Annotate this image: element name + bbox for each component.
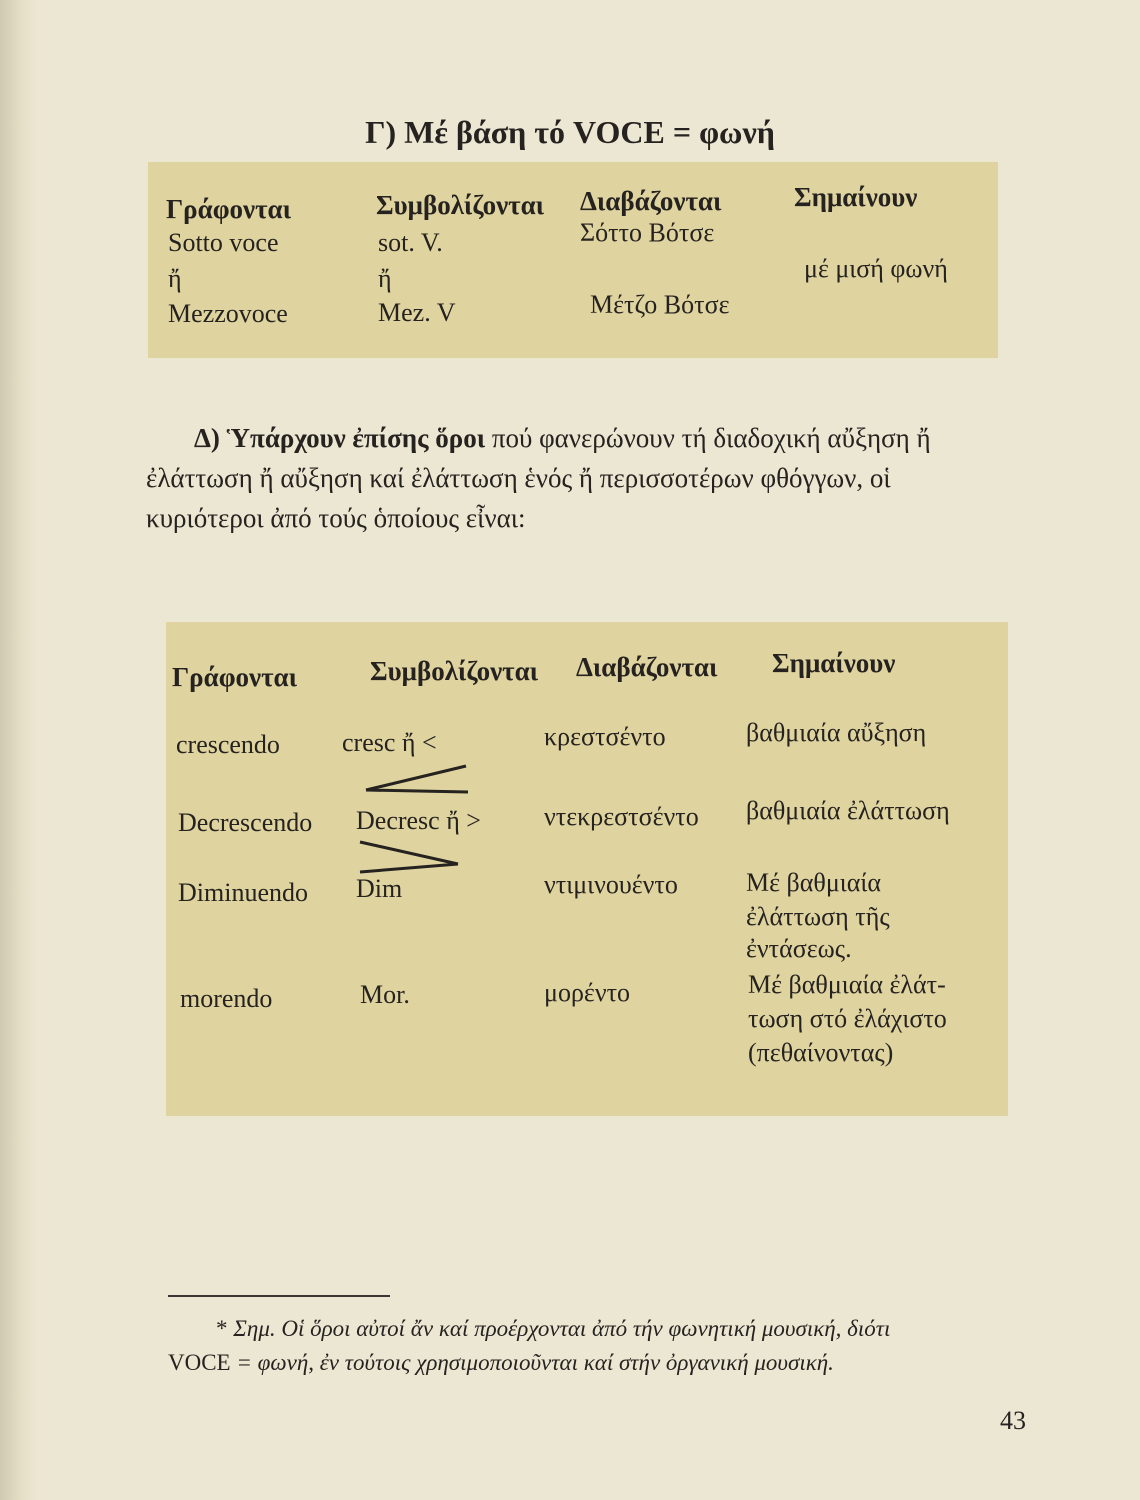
written-sotto-voce: Sotto voce: [168, 228, 279, 257]
footnote-line2: = φωνή, ἐν τούτοις χρησιμοποιοῦνται καί στήν ὀργανική μουσική.: [230, 1350, 834, 1375]
table-header-read: Διαβάζονται: [576, 652, 718, 682]
read-metzo-votse: Μέτζο Βότσε: [590, 290, 730, 319]
crescendo-hairpin-icon: [362, 760, 474, 796]
row-decrescendo-written: Decrescendo: [178, 808, 313, 837]
row-morendo-meaning-1: Μέ βαθμιαία ἐλάτ-: [748, 970, 946, 999]
section-d-keyword: Ὑπάρχουν ἐπίσης ὅροι: [226, 423, 486, 453]
footnote: [150, 1312, 1030, 1380]
section-d-label: Δ): [194, 423, 220, 453]
section-d-line1: πού φανερώνουν τή διαδοχική αὔξηση ἤ: [485, 423, 931, 453]
row-diminuendo-written: Diminuendo: [178, 878, 308, 907]
row-morendo-meaning-2: τωση στό ἐλάχιστο: [748, 1004, 947, 1033]
symbol-sot-v: sot. V.: [378, 228, 443, 257]
dynamics-table: [166, 622, 1008, 1116]
section-g-title: Γ) Μέ βάση τό VOCE = φωνή: [365, 114, 775, 150]
table-header-symbol: Συμβολίζονται: [370, 656, 539, 686]
row-crescendo-written: crescendo: [176, 730, 280, 759]
header-meaning: Σημαίνουν: [794, 182, 918, 212]
written-mezzovoce: Mezzovoce: [168, 299, 288, 328]
row-decrescendo-meaning: βαθμιαία ἐλάττωση: [746, 796, 950, 825]
section-d-line2: ἐλάττωση ἤ αὔξηση καί ἐλάττωση ἑνός ἤ περισσοτέρων φθόγγων, οἱ: [146, 463, 891, 493]
footnote-rule: [168, 1295, 390, 1297]
section-d-line3: κυριότεροι ἀπό τούς ὁποίους εἶναι:: [146, 503, 526, 533]
footnote-marker: *: [216, 1316, 228, 1341]
footnote-line1: Σημ. Οἱ ὅροι αὐτοί ἄν καί προέρχονται ἀπό τήν φωνητική μουσική, διότι: [233, 1316, 891, 1341]
written-or: ἤ: [168, 264, 182, 293]
header-written: Γράφονται: [166, 194, 291, 224]
header-read: Διαβάζονται: [580, 186, 722, 216]
row-decrescendo-read: ντεκρεστσέντο: [544, 802, 699, 831]
section-g-table: [148, 162, 998, 358]
symbol-mez-v: Mez. V: [378, 298, 456, 327]
footnote-voce: VOCE: [168, 1350, 231, 1375]
table-header-written: Γράφονται: [172, 662, 297, 692]
section-d-paragraph: [146, 418, 1016, 538]
row-diminuendo-meaning-3: ἐντάσεως.: [746, 934, 852, 963]
row-morendo-read: μορέντο: [544, 978, 631, 1007]
row-decrescendo-symbol: Decresc ἤ >: [356, 806, 481, 835]
row-crescendo-symbol: cresc ἤ <: [342, 728, 437, 757]
row-diminuendo-meaning-1: Μέ βαθμιαία: [746, 868, 882, 897]
table-header-meaning: Σημαίνουν: [772, 648, 896, 678]
header-symbol: Συμβολίζονται: [376, 190, 545, 220]
row-crescendo-read: κρεστσέντο: [544, 722, 666, 751]
decrescendo-hairpin-icon: [354, 838, 466, 878]
row-diminuendo-read: ντιμινουέντο: [544, 870, 678, 899]
row-morendo-written: morendo: [180, 984, 273, 1013]
page-number: 43: [1000, 1406, 1026, 1435]
row-diminuendo-symbol: Dim: [356, 874, 403, 903]
row-morendo-symbol: Mor.: [360, 980, 410, 1009]
read-sotto-votse: Σόττο Βότσε: [580, 218, 715, 247]
row-crescendo-meaning: βαθμιαία αὔξηση: [746, 718, 927, 747]
page-edge-shadow: [0, 0, 38, 1500]
symbol-or: ἤ: [378, 264, 392, 293]
row-diminuendo-meaning-2: ἐλάττωση τῆς: [746, 902, 890, 931]
meaning-half-voice: μέ μισή φωνή: [804, 254, 948, 283]
row-morendo-meaning-3: (πεθαίνοντας): [748, 1038, 894, 1067]
